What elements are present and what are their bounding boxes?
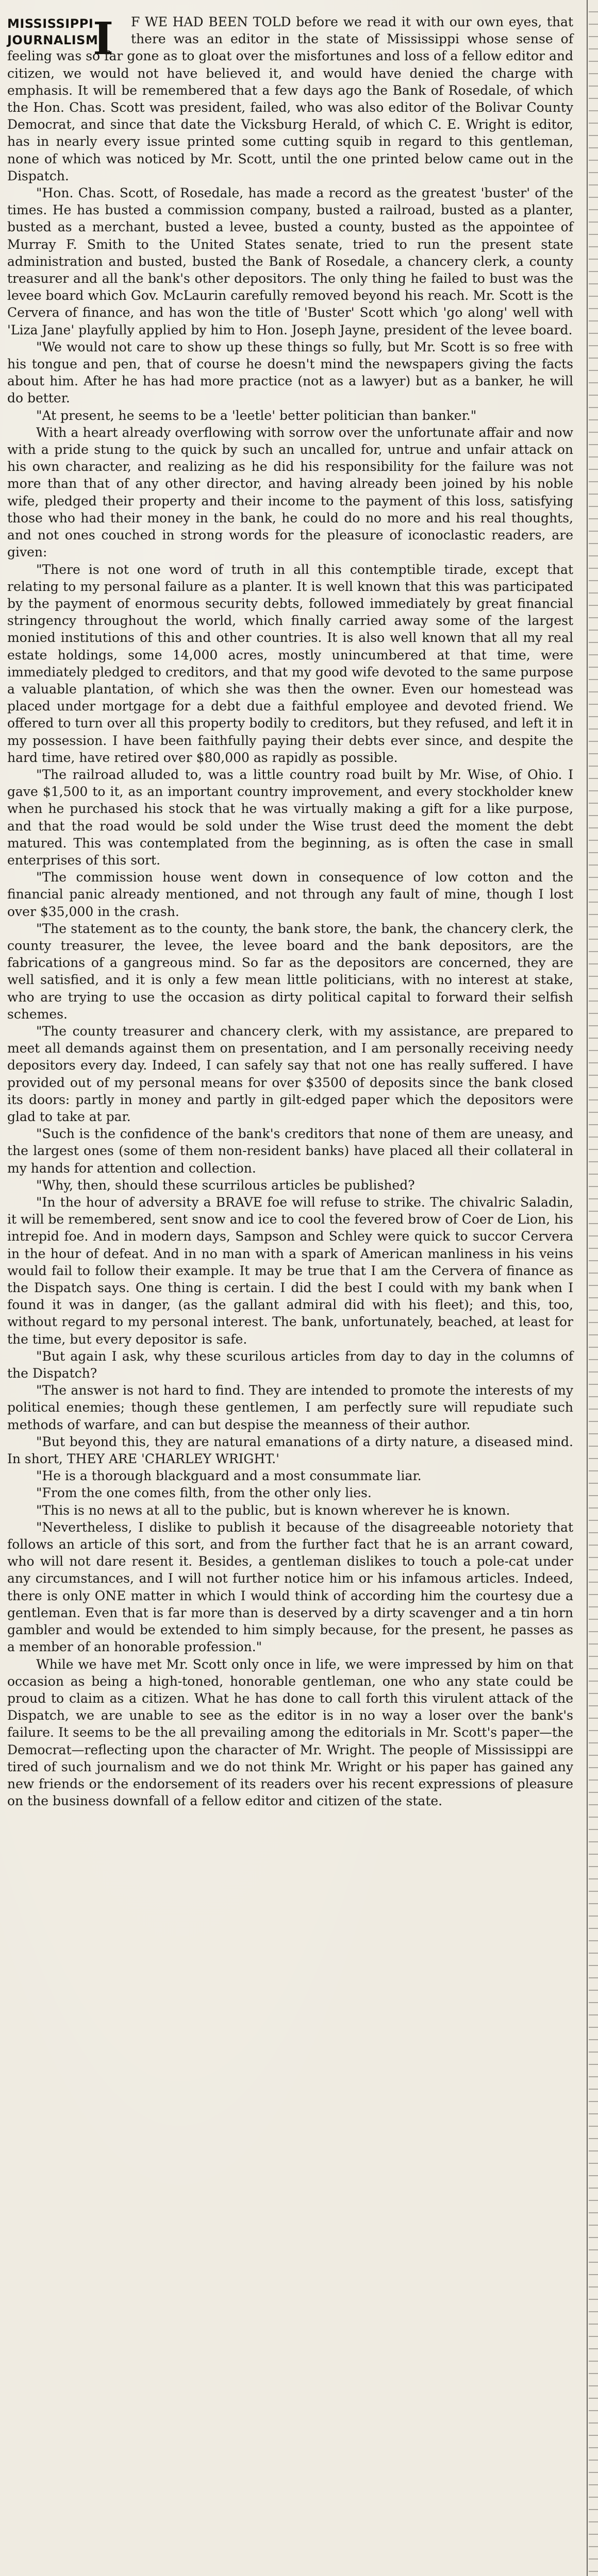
article-paragraph: "From the one comes filth, from the other only lies. [36,1485,372,1501]
article-paragraph: "This is no news at all to the public, but is known wherever he is known. [36,1502,510,1518]
article-paragraph: "Hon. Chas. Scott, of Rosedale, has made a record as the greatest 'buster' of the times. He has busted a commission company, busted a railroad, busted as a planter, busted as a merchant, busted a levee, busted a county, busted as the appointee of Murray F. Smith to the United States senate, tried to run the present state administration and busted, busted the Bank of Rosedale, a chancery clerk, a county treasurer and all the bank's other depositors. The only thing he failed to bust was the levee board which Gov. McLaurin carefully removed beyond his reach. Mr. Scott is the Cervera of finance, and has won the title of 'Buster' Scott which 'go along' well with 'Liza Jane' playfully applied by him to Hon. Joseph Jayne, president of the levee board. [7,185,573,337]
article-paragraph: "The answer is not hard to find. They are intended to promote the interests of my political enemies; though these gentlemen, I am perfectly sure will repudiate such methods of warfare, and can but despise the meanness of their author. [7,1383,573,1432]
article-paragraph: "But beyond this, they are natural emanations of a dirty nature, a diseased mind. In short, THEY ARE 'CHARLEY WRIGHT.' [7,1434,573,1467]
article-paragraph: "But again I ask, why these scurilous articles from day to day in the columns of the Dispatch? [7,1348,573,1381]
article-paragraph: "The county treasurer and chancery clerk, with my assistance, are prepared to meet all demands against them on presentation, and I am personally receiving needy depositors every day. Indeed, I can safely say that not one has really suffered. I have provided out of my personal means for over $3500 of deposits since the bank closed its doors: partly in money and partly in gilt-edged paper which the depositors were glad to take at par. [7,1023,573,1124]
lead-text: F WE HAD BEEN TOLD before we read it with our own eyes, that there was an editor in the state of Mississippi whose sense of feeling was so far gone as to gloat over the misfortunes and loss of a fellow editor and citizen, we would not have believed it, and would have denied the charge with emphasis. It will be remembered that a few days ago the Bank of Rosedale, of which the Hon. Chas. Scott was president, failed, who was also editor of the Bolivar County Democrat, and since that date the Vicksburg Herald, of which C. E. Wright is editor, has in nearly every issue printed some cutting squib in regard to this gentleman, none of which was noticed by Mr. Scott, until the one printed below came out in the Dispatch. [7,14,573,183]
drop-cap: I [93,13,114,65]
article-paragraph: "There is not one word of truth in all this contemptible tirade, except that relating to my personal failure as a planter. It is well known that this was participated by the payment of enormous security debts, followed immediately by great financial stringency throughout the world, which finally carried away some of the largest monied institutions of this and other countries. It is also well known that all my real estate holdings, some 14,000 acres, mostly unincumbered at that time, were immediately pledged to creditors, and that my good wife devoted to the same purpose a valuable plantation, of which she was then the owner. Even our homestead was placed under mortgage for a debt due a faithful employee and devoted friend. We offered to turn over all this property bodily to creditors, but they refused, and left it in my possession. I have been faithfully paying their debts ever since, and despite the hard time, have retired over $80,000 as rapidly as possible. [7,562,573,765]
article-paragraph: With a heart already overflowing with sorrow over the unfortunate affair and now with a pride stung to the quick by such an uncalled for, untrue and unfair attack on his own character, and realizing as he did his responsibility for the failure was not more than that of any other director, and having already been joined by his noble wife, pledged their property and their income to the payment of this loss, satisfying those who had their money in the bank, he could do no more and his real thoughts, and not ones couched in strong words for the pleasure of iconoclastic readers, are given: [7,425,573,560]
article-paragraph: "The railroad alluded to, was a little country road built by Mr. Wise, of Ohio. I gave $1,500 to it, as an important country improvement, and every stockholder knew when he purchased his stock that he was virtually making a gift for a like purpose, and that the road would be sold under the Wise trust deed the moment the debt matured. This was contemplated from the beginning, as is often the case in small enterprises of this sort. [7,767,573,868]
article-kicker [7,15,103,48]
article-paragraph: While we have met Mr. Scott only once in life, we were impressed by him on that occasion as being a high-toned, honorable gentleman, one who any state could be proud to claim as a citizen. What he has done to call forth this virulent attack of the Dispatch, we are unable to see as the editor is in no way a loser over the bank's failure. It seems to be the all prevailing among the editorials in Mr. Scott's paper—the Democrat—reflecting upon the character of Mr. Wright. The people of Mississippi are tired of such journalism and we do not think Mr. Wright or his paper has gained any new friends or the endorsement of its readers over his recent expressions of pleasure on the business downfall of a fellow editor and citizen of the state. [7,1656,573,1809]
article-paragraph: "In the hour of adversity a BRAVE foe will refuse to strike. The chivalric Saladin, it will be remembered, sent snow and ice to cool the fevered brow of Coer de Lion, his intrepid foe. And in modern days, Sampson and Schley were quick to succor Cervera in the hour of defeat. And in no man with a spark of American manliness in his veins would fail to follow their example. It may be true that I am the Cervera of finance as the Dispatch says. One thing is certain. I did the best I could with my bank when I found it was in danger, (as the gallant admiral did with his fleet); and this, too, without regard to my personal interest. The bank, unfortunately, beached, at least for the time, but every depositor is safe. [7,1195,573,1347]
article-paragraph: "The commission house went down in consequence of low cotton and the financial panic already mentioned, and not through any fault of mine, though I lost over $35,000 in the crash. [7,870,573,919]
article-paragraph: "Nevertheless, I dislike to publish it because of the disagreeable notoriety that follows an article of this sort, and from the further fact that he is an arrant coward, who will not dare resent it. Besides, a gentleman dislikes to touch a pole-cat under any circumstances, and I will not further notice him or his infamous articles. Indeed, there is only ONE matter in which I would think of according him the courtesy due a gentleman. Even that is far more than is deserved by a dirty scavenger and a tin horn gambler and would be extended to him simply because, for the present, he passes as a member of an honorable profession." [7,1519,573,1655]
article-paragraph: "Such is the confidence of the bank's creditors that none of them are uneasy, and the largest ones (some of them non-resident banks) have placed all their collateral in my hands for attention and collection. [7,1126,573,1176]
article-paragraph: "Why, then, should these scurrilous articles be published? [36,1177,415,1193]
article-paragraph: "At present, he seems to be a 'leetle' better politician than banker." [36,408,477,423]
article-paragraph: "The statement as to the county, the bank store, the bank, the chancery clerk, the county treasurer, the levee, the levee board and the bank depositors, are the fabrications of a gangreous mind. So far as the depositors are concerned, they are well satisfied, and it is only a few mean little politicians, with no interest at stake, who are trying to use the occasion as dirty political capital to forward their selfish schemes. [7,921,573,1022]
article-body [7,13,573,1809]
column-rule [587,0,588,2576]
kicker-line-1: MISSISSIPPI [7,16,94,31]
adjacent-column-edge [589,0,598,2576]
article-mississippi-journalism [7,13,573,1809]
article-paragraph: "We would not care to show up these things so fully, but Mr. Scott is so free with his tongue and pen, that of course he doesn't mind the newspapers giving the facts about him. After he has had more practice (not as a lawyer) but as a banker, he will do better. [7,339,573,406]
article-paragraph: "He is a thorough blackguard and a most consummate liar. [36,1468,422,1484]
kicker-line-2: JOURNALISM. [7,33,103,47]
